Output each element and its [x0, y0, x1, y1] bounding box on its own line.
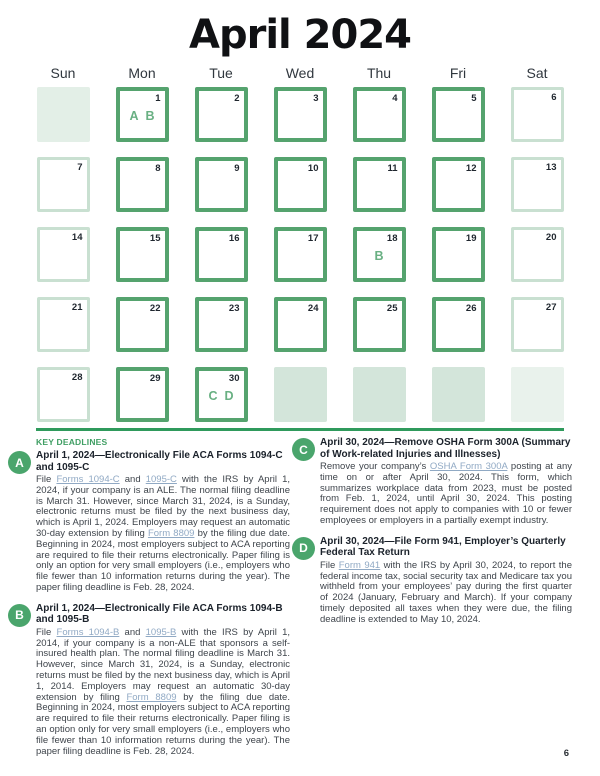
- deadline-badge-b: B: [8, 604, 31, 627]
- marker-letter-b: B: [374, 248, 384, 263]
- calendar-cell-9: [195, 157, 248, 212]
- day-number: 13: [545, 162, 557, 173]
- marker-letter-c: C: [208, 388, 218, 403]
- link-osha-form-300a[interactable]: OSHA Form 300A: [429, 461, 508, 472]
- day-header-wed: Wed: [285, 65, 315, 81]
- day-number: 22: [149, 303, 161, 314]
- day-number: 27: [545, 302, 557, 313]
- deadline-title-a: April 1, 2024—Electronically File ACA Forms 1094-C and 1095-C: [36, 450, 283, 473]
- calendar-cell-11: [353, 157, 406, 212]
- deadline-text-d: [320, 536, 572, 626]
- day-number: 3: [313, 93, 319, 104]
- day-header-mon: Mon: [128, 65, 156, 81]
- deadlines-column-right: [292, 437, 572, 766]
- day-header-thu: Thu: [366, 65, 392, 81]
- link-forms-1094-c[interactable]: Forms 1094-C: [56, 474, 120, 485]
- link-form-8809[interactable]: Form 8809: [126, 691, 177, 703]
- calendar-cell-15: [116, 227, 169, 282]
- day-number: 8: [155, 163, 161, 174]
- calendar-cell-blank: [432, 367, 485, 422]
- calendar-cell-13: [511, 157, 564, 212]
- deadline-body-c: Remove your company’s OSHA Form 300A posting at any time on or after April 30, 2024. This form, which summarizes workplace data from 2023, must be posted from Feb. 1, 2024, until April 30, 2024. This posting requirement does not apply to companies with 10 or fewer employees or employers in a partially exempt industry.: [320, 461, 572, 526]
- day-header-fri: Fri: [449, 65, 467, 81]
- day-number: 24: [307, 303, 319, 314]
- page-title: April 2024: [189, 12, 411, 58]
- deadline-body-d: File Form 941 with the IRS by April 30, 2024, to report the federal income tax, social security tax and Medicare tax you withheld from your employees’ pay during the first quarter of 2024 (January, February and March). If your company timely deposited all taxes when they were due, the filing deadline is extended to May 10, 2024.: [320, 559, 572, 625]
- day-number: 30: [228, 373, 240, 384]
- day-number: 1: [155, 93, 161, 104]
- key-deadlines-label: KEY DEADLINES: [36, 437, 108, 447]
- day-number: 19: [465, 233, 477, 244]
- calendar-cell-blank: [511, 367, 564, 422]
- calendar-cell-blank: [37, 87, 90, 142]
- day-number: 5: [471, 93, 477, 104]
- calendar-cell-2: [195, 87, 248, 142]
- calendar-cell-28: [37, 367, 90, 422]
- day-number: 6: [551, 92, 557, 103]
- day-number: 15: [149, 233, 161, 244]
- day-number: 17: [307, 233, 319, 244]
- day-number: 23: [228, 303, 240, 314]
- marker-letter-b: B: [145, 108, 155, 123]
- deadline-item-c: [292, 437, 572, 527]
- day-number: 2: [234, 93, 240, 104]
- deadline-text-c: [320, 437, 572, 527]
- day-number: 4: [392, 93, 398, 104]
- calendar-cell-14: [37, 227, 90, 282]
- link-form-8809[interactable]: Form 8809: [147, 527, 195, 539]
- day-header-sun: Sun: [50, 65, 76, 81]
- calendar-cell-8: [116, 157, 169, 212]
- calendar-cell-blank: [274, 367, 327, 422]
- day-number: 28: [71, 372, 83, 383]
- calendar-cell-4: [353, 87, 406, 142]
- link-1095-c[interactable]: 1095-C: [145, 474, 177, 485]
- calendar-cell-20: [511, 227, 564, 282]
- calendar-cell-17: [274, 227, 327, 282]
- deadline-body-b: File Forms 1094-B and 1095-B with the IRS by April 1, 2014, if your company is a non-ALE that sponsors a self-insured health plan. The normal filing deadline is March 31. However, since March 31, 2024, is a Sunday, electronic returns must be filed by the next business day, which is April 1, 2014. Employers may request an automatic 30-day extension by filing Form 8809 by the filing due date. Beginning in 2024, most employers subject to ACA reporting are required to file their returns electronically. Paper filing is an option only for very small employers (i.e., employers who file fewer than 10 information returns during the year). The paper filing deadline is Feb. 28, 2024.: [36, 626, 291, 757]
- deadline-title-c: April 30, 2024—Remove OSHA Form 300A (Summary of Work-related Injuries and Illnesses): [320, 437, 571, 460]
- day-number: 11: [387, 163, 398, 174]
- calendar-cell-12: [432, 157, 485, 212]
- deadlines-column-left: [8, 437, 290, 766]
- calendar-cell-23: [195, 297, 248, 352]
- day-markers: [120, 109, 165, 123]
- day-markers: [357, 249, 402, 263]
- link-1095-b[interactable]: 1095-B: [145, 626, 177, 638]
- calendar-cell-26: [432, 297, 485, 352]
- calendar-cell-21: [37, 297, 90, 352]
- day-number: 7: [77, 162, 83, 173]
- calendar-cell-29: [116, 367, 169, 422]
- calendar-cell-22: [116, 297, 169, 352]
- day-number: 9: [234, 163, 240, 174]
- page-number: 6: [563, 748, 569, 759]
- marker-letter-d: D: [224, 388, 234, 403]
- marker-letter-a: A: [129, 108, 139, 123]
- deadline-badge-d: D: [292, 537, 315, 560]
- day-number: 10: [307, 163, 319, 174]
- link-form-941[interactable]: Form 941: [338, 559, 381, 571]
- calendar-cell-1: [116, 87, 169, 142]
- deadline-title-b: April 1, 2024—Electronically File ACA Forms 1094-B and 1095-B: [36, 602, 283, 626]
- day-number: 16: [228, 233, 240, 244]
- deadline-item-d: [292, 536, 572, 626]
- deadline-text-a: [36, 450, 290, 594]
- day-number: 29: [149, 373, 161, 384]
- calendar-cell-25: [353, 297, 406, 352]
- calendar-cell-6: [511, 87, 564, 142]
- day-number: 20: [545, 232, 557, 243]
- calendar-cell-5: [432, 87, 485, 142]
- day-header-tue: Tue: [209, 65, 233, 81]
- calendar-cell-16: [195, 227, 248, 282]
- calendar-cell-blank: [353, 367, 406, 422]
- day-number: 12: [465, 163, 477, 174]
- day-number: 26: [465, 303, 477, 314]
- deadline-item-b: [8, 603, 290, 758]
- calendar-cell-19: [432, 227, 485, 282]
- deadline-item-a: [8, 450, 290, 594]
- deadline-text-b: [36, 603, 290, 758]
- day-header-row: [37, 65, 564, 82]
- day-number: 18: [386, 233, 398, 244]
- deadline-badge-c: C: [292, 438, 315, 461]
- calendar-grid: [37, 87, 564, 422]
- calendar-cell-3: [274, 87, 327, 142]
- day-header-sat: Sat: [526, 65, 548, 81]
- deadline-body-a: File Forms 1094-C and 1095-C with the IRS by April 1, 2024, if your company is an ALE. The normal filing deadline is March 31. However, since March 31, 2024, is a Sunday, electronic returns must be filed by the next business day, which is April 1, 2024. Employers may request an automatic 30-day extension by filing Form 8809 by the filing due date. Beginning in 2024, most employers subject to ACA reporting are required to file their returns electronically. Paper filing is only an option for very small employers (i.e., employers who file fewer than 10 information returns during the year). The paper filing deadline is Feb. 28, 2024.: [36, 474, 291, 593]
- calendar-cell-24: [274, 297, 327, 352]
- deadline-badge-a: A: [8, 451, 31, 474]
- calendar-cell-27: [511, 297, 564, 352]
- day-number: 14: [71, 232, 83, 243]
- deadlines-section: [8, 437, 592, 766]
- day-number: 25: [386, 303, 398, 314]
- calendar-cell-7: [37, 157, 90, 212]
- calendar-cell-10: [274, 157, 327, 212]
- section-divider: [36, 428, 564, 431]
- deadline-title-d: April 30, 2024—File Form 941, Employer’s Quarterly Federal Tax Return: [320, 535, 566, 559]
- calendar-cell-30: [195, 367, 248, 422]
- day-number: 21: [71, 302, 83, 313]
- calendar-cell-18: [353, 227, 406, 282]
- link-forms-1094-b[interactable]: Forms 1094-B: [56, 626, 120, 638]
- day-markers: [199, 389, 244, 403]
